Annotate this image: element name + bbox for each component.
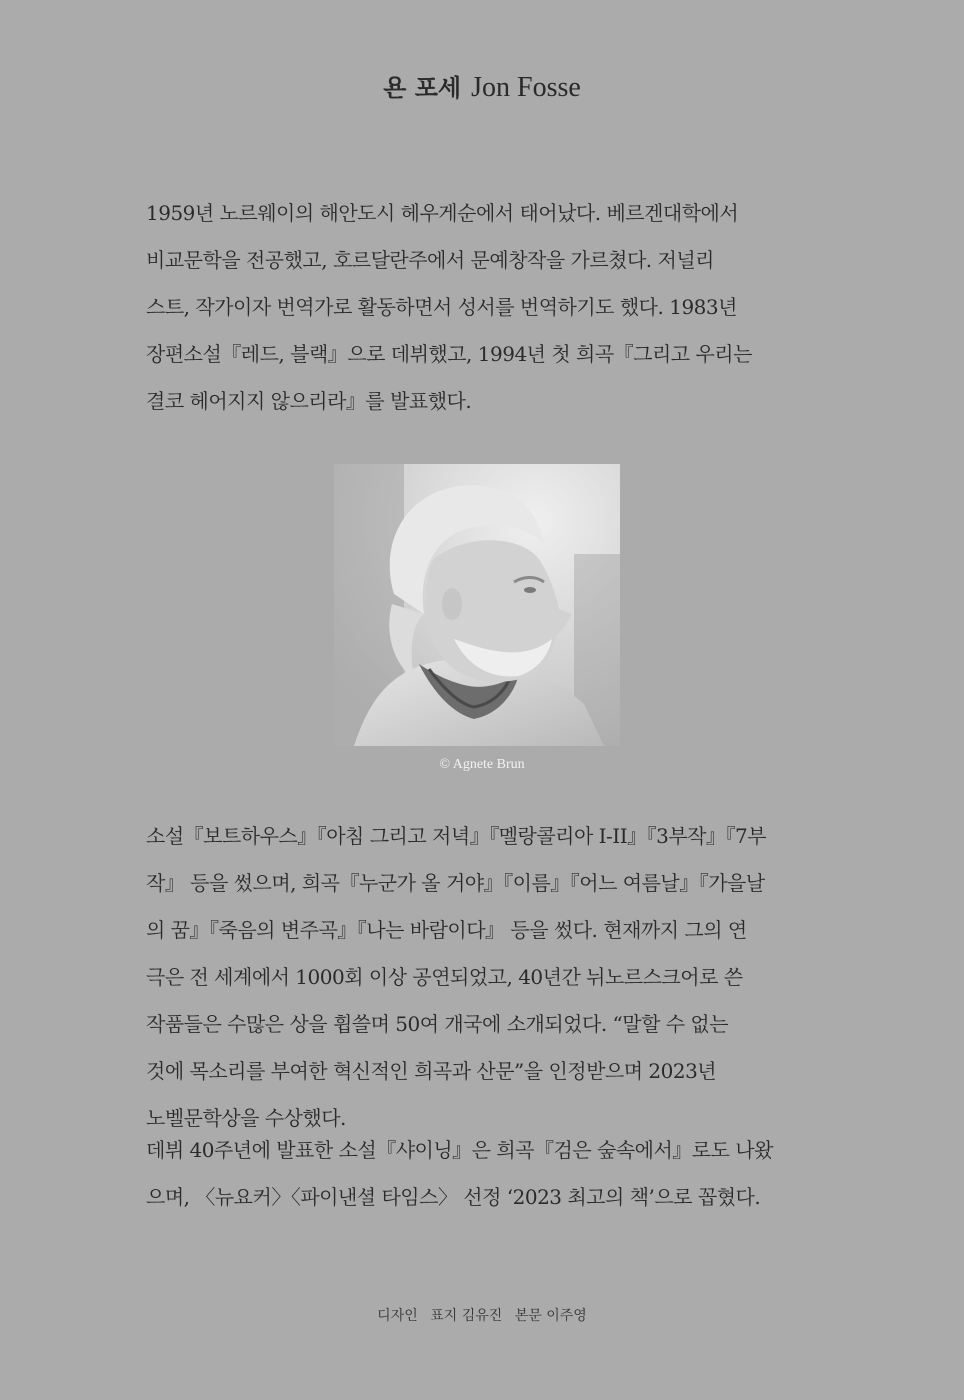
bio-line: 장편소설『레드, 블랙』으로 데뷔했고, 1994년 첫 희곡『그리고 우리는 [146, 342, 752, 366]
bio-line: 스트, 작가이자 번역가로 활동하면서 성서를 번역하기도 했다. 1983년 [146, 295, 737, 319]
bio-line: 노벨문학상을 수상했다. [146, 1106, 346, 1130]
author-name-korean: 욘 포세 [383, 74, 462, 102]
bio-intro-paragraph [146, 190, 806, 425]
bio-line: 작품들은 수많은 상을 휩쓸며 50여 개국에 소개되었다. “말할 수 없는 [146, 1012, 729, 1036]
bio-line: 소설『보트하우스』『아침 그리고 저녁』『멜랑콜리아 I-II』『3부작』『7부 [146, 824, 767, 848]
design-credits [0, 1305, 964, 1327]
bio-line: 결코 헤어지지 않으리라』를 발표했다. [146, 389, 472, 413]
body-designer: 본문 이주영 [514, 1308, 587, 1324]
bio-line: 것에 목소리를 부여한 혁신적인 희곡과 산문”을 인정받으며 2023년 [146, 1059, 717, 1083]
bio-line: 의 꿈』『죽음의 변주곡』『나는 바람이다』 등을 썼다. 현재까지 그의 연 [146, 918, 747, 942]
photo-credit: © Agnete Brun [439, 757, 525, 772]
bio-recent-paragraph [146, 1127, 806, 1221]
author-portrait-illustration [334, 464, 620, 746]
bio-line: 데뷔 40주년에 발표한 소설『샤이닝』은 희곡『검은 숲속에서』로도 나왔 [146, 1138, 773, 1162]
bio-line: 작』 등을 썼으며, 희곡『누군가 올 거야』『이름』『어느 여름날』『가을날 [146, 871, 765, 895]
author-name-english: Jon Fosse [471, 72, 581, 103]
bio-line: 1959년 노르웨이의 해안도시 헤우게순에서 태어났다. 베르겐대학에서 [146, 201, 739, 225]
bio-line: 으며, 〈뉴요커〉〈파이낸셜 타임스〉 선정 ‘2023 최고의 책’으로 꼽혔다. [146, 1185, 761, 1209]
bio-line: 비교문학을 전공했고, 호르달란주에서 문예창작을 가르쳤다. 저널리 [146, 248, 714, 272]
author-title [0, 70, 964, 106]
cover-designer: 표지 김유진 [430, 1308, 503, 1324]
bio-line: 극은 전 세계에서 1000회 이상 공연되었고, 40년간 뉘노르스크어로 쓴 [146, 965, 743, 989]
author-photo [334, 464, 620, 746]
bio-works-paragraph [146, 813, 806, 1142]
design-label: 디자인 [377, 1308, 418, 1324]
